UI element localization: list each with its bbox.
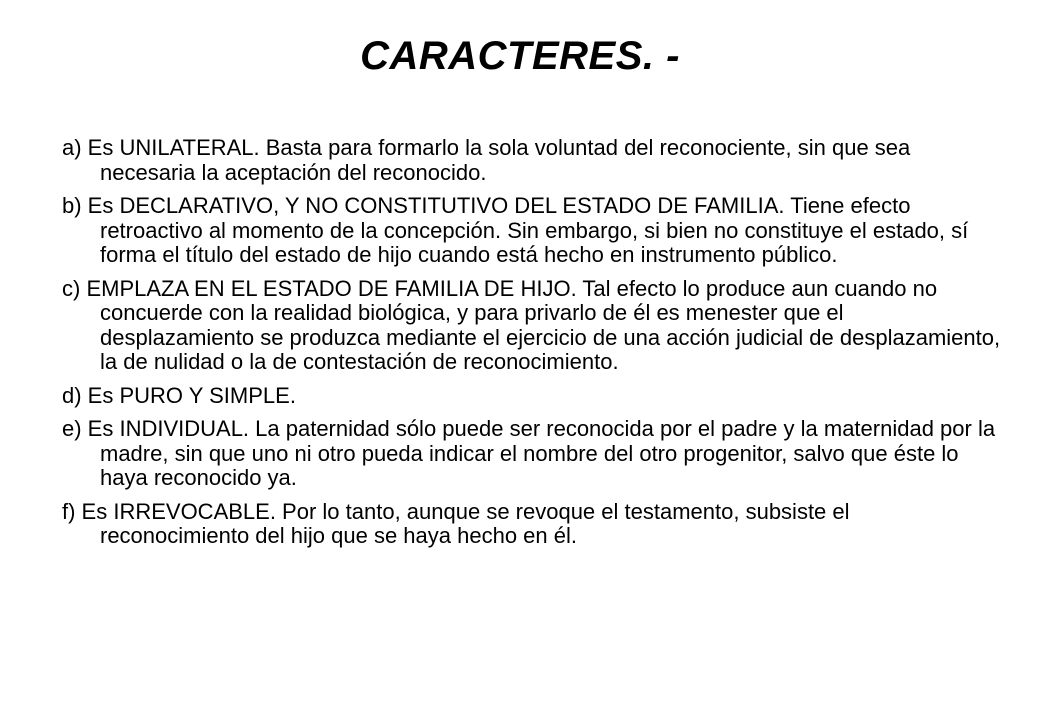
list-item-e: e) Es INDIVIDUAL. La paternidad sólo puede ser reconocida por el padre y la maternidad por la madre, sin que uno ni otro pueda indicar el nombre del otro progenitor, salvo que éste lo haya reconocido ya. <box>62 416 996 490</box>
list-item-b: b) Es DECLARATIVO, Y NO CONSTITUTIVO DEL ESTADO DE FAMILIA. Tiene efecto retroactivo al momento de la concepción. Sin embargo, si bien no constituye el estado, sí forma el título del estado de hijo cuando está hecho en instrumento público. <box>62 193 969 267</box>
slide-title: CARACTERES. - <box>360 34 680 78</box>
slide-body <box>62 136 1002 558</box>
list-item-a: a) Es UNILATERAL. Basta para formarlo la sola voluntad del reconociente, sin que sea necesaria la aceptación del reconocido. <box>62 135 911 185</box>
list-item-d: d) Es PURO Y SIMPLE. <box>62 382 296 408</box>
list-item-f: f) Es IRREVOCABLE. Por lo tanto, aunque se revoque el testamento, subsiste el reconocimiento del hijo que se haya hecho en él. <box>62 498 850 548</box>
list-item-c: c) EMPLAZA EN EL ESTADO DE FAMILIA DE HIJO. Tal efecto lo produce aun cuando no concuerde con la realidad biológica, y para privarlo de él es menester que el desplazamiento se produzca mediante el ejercicio de una acción judicial de desplazamiento, la de nulidad o la de contestación de reconocimiento. <box>62 275 1001 374</box>
